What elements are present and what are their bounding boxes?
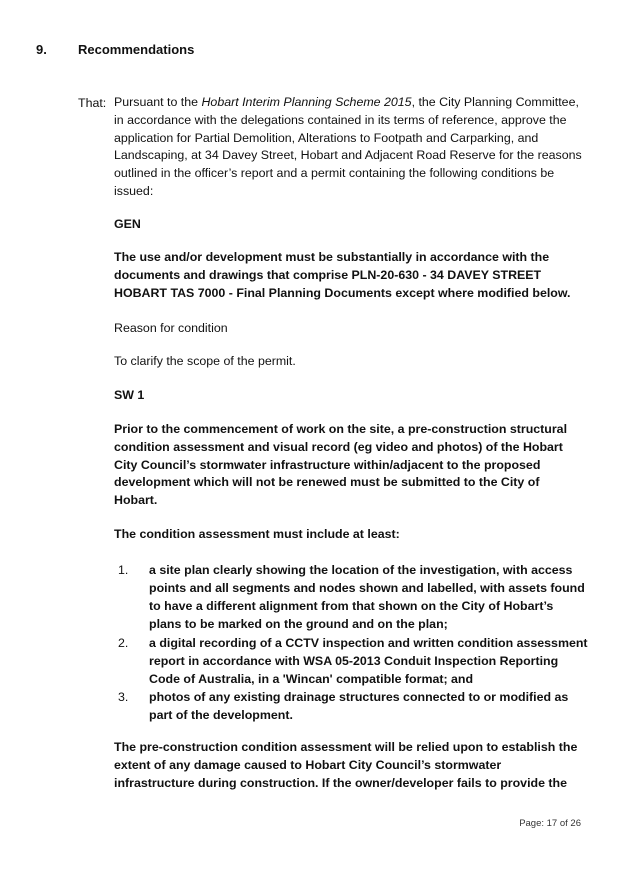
list-item: [118, 634, 588, 688]
condition-gen-code: GEN: [114, 217, 141, 231]
recommendation-lead: That:: [78, 96, 107, 110]
condition-sw1-must-include: The condition assessment must include at least:: [114, 527, 400, 541]
condition-gen-reason-text: To clarify the scope of the permit.: [114, 354, 296, 368]
section-title: Recommendations: [78, 42, 195, 57]
list-item-text: a digital recording of a CCTV inspection and written condition assessment report in accordance with WSA 05-2013 Conduit Inspection Reporting Code of Australia, in a 'Wincan' compatible format; and: [149, 636, 588, 686]
condition-gen-reason-label: Reason for condition: [114, 321, 228, 335]
section-number: 9.: [36, 42, 47, 57]
planning-scheme-name: Hobart Interim Planning Scheme 2015: [201, 95, 412, 109]
list-item-number: 3.: [118, 690, 129, 704]
list-item-text: a site plan clearly showing the location of the investigation, with access points and all segments and nodes shown and labelled, with assets found to have a different alignment from that shown on the City of Hobart’s plans to be marked on the ground and on the plan;: [149, 563, 585, 631]
condition-gen-text: The use and/or development must be substantially in accordance with the documents and drawings that comprise PLN-20-630 - 34 DAVEY STREET HOBART TAS 7000 - Final Planning Documents except where modified below.: [114, 250, 571, 300]
list-item-number: 1.: [118, 563, 129, 577]
list-item: [118, 688, 588, 724]
list-item: [118, 561, 588, 633]
preconstruction-paragraph: The pre-construction condition assessment will be relied upon to establish the extent of any damage caused to Hobart City Council’s stormwater infrastructure during construction. If the owner/developer fails to provide the: [114, 740, 578, 790]
list-item-text: photos of any existing drainage structures connected to or modified as part of the development.: [149, 690, 569, 722]
intro-after-italic: , the City Planning Committee, in accordance with the delegations contained in its terms of reference, approve the application for Partial Demolition, Alterations to Footpath and Carparking, and Landscaping, at 34 Davey Street, Hobart and Adjacent Road Reserve for the reasons outlined in the officer’s report and a permit containing the following conditions be issued:: [114, 95, 582, 198]
recommendation-intro: [114, 94, 584, 201]
intro-before-italic: Pursuant to the: [114, 95, 202, 109]
list-item-number: 2.: [118, 636, 129, 650]
page-number: Page: 17 of 26: [519, 818, 581, 829]
condition-sw1-code: SW 1: [114, 388, 145, 402]
condition-sw1-text: Prior to the commencement of work on the site, a pre-construction structural condition assessment and visual record (eg video and photos) of the Hobart City Council’s stormwater infrastructure within/adjacent to the proposed development which will not be renewed must be submitted to the City of Hobart.: [114, 422, 568, 508]
